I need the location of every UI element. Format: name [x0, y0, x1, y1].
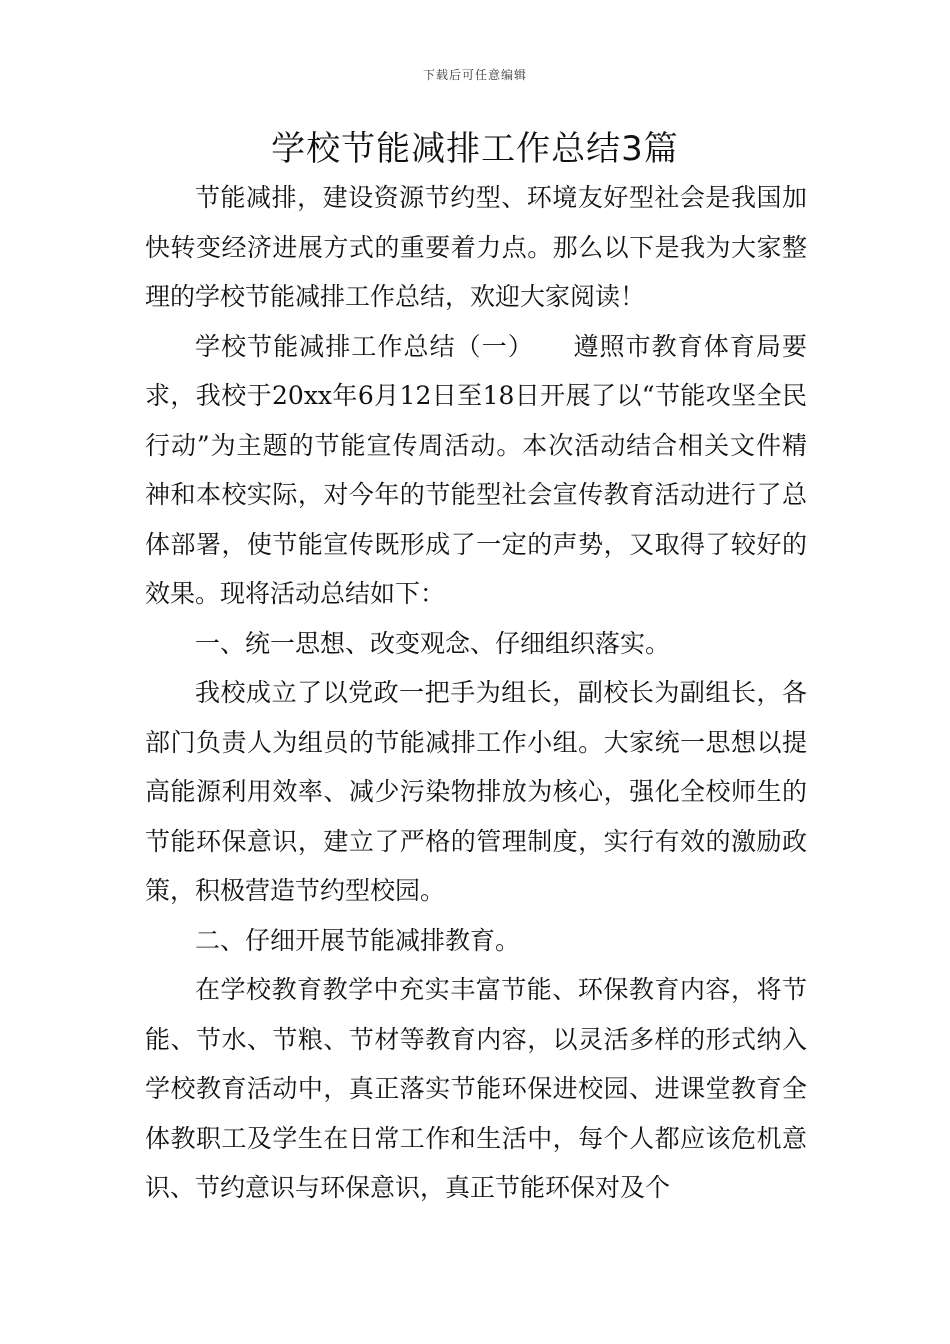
paragraph-section-two: 在学校教育教学中充实丰富节能、环保教育内容，将节能、节水、节粮、节材等教育内容，以灵活多样的形式纳入学校教育活动中，真正落实节能环保进校园、进课堂教育全体教职工及学生在日常工作和生活中，每个人都应该危机意识、节约意识与环保意识，真正节能环保对及个 — [145, 975, 807, 1202]
paragraph-summary-one: 学校节能减排工作总结（一） 遵照市教育体育局要求，我校于20xx年6月12日至18日开展了以“节能攻坚全民行动”为主题的节能宣传周活动。本次活动结合相关文件精神和本校实际，对今年的节能型社会宣传教育活动进行了总体部署，使节能宣传既形成了一定的声势，又取得了较好的效果。现将活动总结如下： — [145, 331, 807, 608]
paragraph-intro: 节能减排，建设资源节约型、环境友好型社会是我国加快转变经济进展方式的重要着力点。那么以下是我为大家整理的学校节能减排工作总结，欢迎大家阅读！ — [145, 183, 807, 311]
header-note: 下载后可任意编辑 — [422, 68, 527, 82]
section-heading-two: 二、仔细开展节能减排教育。 — [195, 925, 521, 955]
section-heading-one: 一、统一思想、改变观念、仔细组织落实。 — [195, 628, 671, 658]
document-body — [145, 173, 807, 1213]
paragraph-section-one: 我校成立了以党政一把手为组长，副校长为副组长，各部门负责人为组员的节能减排工作小组。大家统一思想以提高能源利用效率、减少污染物排放为核心，强化全校师生的节能环保意识，建立了严格的管理制度，实行有效的激励政策，积极营造节约型校园。 — [145, 678, 807, 905]
document-title: 学校节能减排工作总结3篇 — [271, 129, 679, 169]
